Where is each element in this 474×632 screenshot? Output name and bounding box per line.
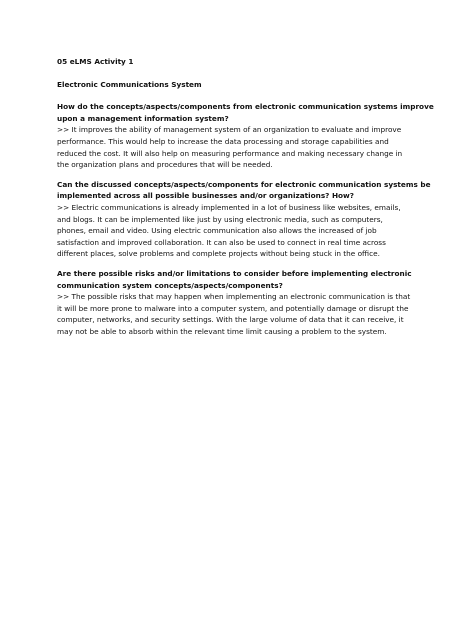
qa-section: [57, 101, 434, 171]
question: [57, 268, 422, 291]
question-line: Can the discussed concepts/aspects/components for electronic communication systems be: [57, 179, 431, 189]
question-line: upon a management information system?: [57, 113, 229, 123]
answer-line: >> Electric communications is already implemented in a lot of business like websites, emails,: [57, 202, 401, 212]
question: [57, 101, 434, 124]
qa-section: [57, 268, 422, 338]
answer-line: performance. This would help to increase the data processing and storage capabilities and: [57, 136, 389, 146]
subject-title: Electronic Communications System: [57, 79, 202, 89]
answer-line: it will be more prone to malware into a computer system, and potentially damage or disrupt the: [57, 303, 409, 313]
answer-line: >> It improves the ability of management system of an organization to evaluate and improve: [57, 125, 402, 135]
answer: [57, 202, 422, 260]
answer-line: and blogs. It can be implemented like just by using electronic media, such as computers,: [57, 214, 383, 224]
answer: [57, 291, 422, 337]
question-line: How do the concepts/aspects/components from electronic communication systems improve: [57, 102, 434, 112]
document-page: [57, 56, 434, 337]
answer-line: different places, solve problems and complete projects without being stuck in the office.: [57, 249, 380, 259]
answer-line: satisfaction and improved collaboration. It can also be used to connect in real time across: [57, 237, 386, 247]
answer-line: reduced the cost. It will also help on measuring performance and making necessary change in: [57, 148, 403, 158]
question-line: Are there possible risks and/or limitations to consider before implementing electronic: [57, 268, 412, 278]
qa-section: [57, 179, 431, 260]
question: [57, 179, 431, 202]
qa-sections: [57, 101, 434, 337]
answer-line: >> The possible risks that may happen when implementing an electronic communication is that: [57, 292, 411, 302]
answer-line: computer, networks, and security settings. With the large volume of data that it can receive, it: [57, 315, 404, 325]
activity-title: 05 eLMS Activity 1: [57, 57, 134, 66]
answer-line: may not be able to absorb within the relevant time limit causing a problem to the system.: [57, 326, 387, 336]
answer-line: the organization plans and procedures that will be needed.: [57, 160, 273, 170]
answer: [57, 124, 422, 170]
question-line: implemented across all possible businesses and/or organizations? How?: [57, 191, 355, 201]
question-line: communication system concepts/aspects/components?: [57, 280, 283, 290]
answer-line: phones, email and video. Using electric communication also allows the increased of job: [57, 226, 377, 236]
